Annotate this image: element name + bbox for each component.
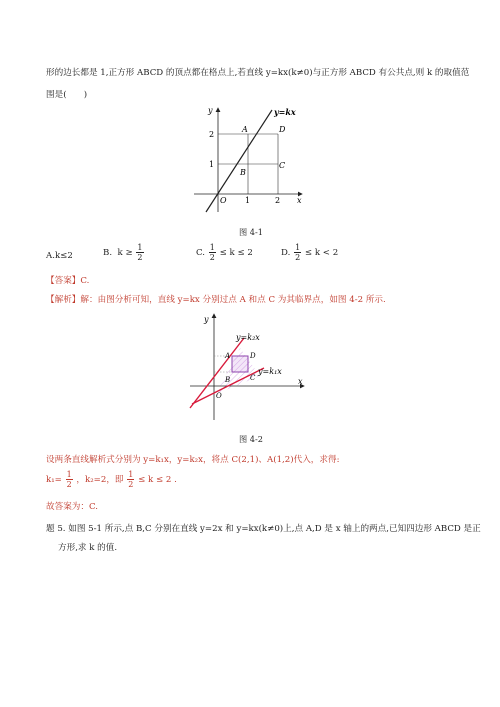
y-tick-1: 1 [209,160,215,169]
fraction-denominator: 2 [295,253,301,262]
range-text: ≤ k ≤ 2 . [138,475,177,485]
figure-4-1-caption: 图 4-1 [239,227,263,237]
y-tick-2: 2 [209,130,215,139]
line-label: y=kx [274,107,296,117]
k1-prefix: k₁= [46,475,62,485]
square-abcd [232,356,248,372]
figure-4-2 [188,310,308,422]
option-b-prefix: B. [103,248,113,258]
figure-4-2-caption: 图 4-2 [239,434,263,444]
next-problem-line-1: 题 5. 如图 5-1 所示,点 B,C 分别在直线 y=2x 和 y=kx(k≠0)上,点 A,D 是 x 轴上的两点,已知四边形 ABCD 是正 [46,524,481,534]
x-tick-2: 2 [275,196,281,205]
solution-conclusion: 故答案为：C. [46,502,98,512]
problem-line-2: 围是( ) [46,90,88,100]
option-d [281,243,338,262]
solution-line-2 [46,470,177,489]
origin-label: O [216,392,222,400]
line-k2-label: y=k₂x [236,333,260,342]
point-a-label: A [225,352,231,360]
option-c-prefix: C. [196,248,206,258]
point-b-label: B [225,376,231,384]
x-axis-label: x [298,377,303,386]
x-axis-label: x [297,196,302,205]
fraction-denominator: 2 [209,253,215,262]
answer-tag: 【答案】 [46,276,81,286]
y-axis-label: y [204,315,209,324]
answer-value: C. [80,276,90,286]
option-d-rel: ≤ k < 2 [304,248,339,258]
line-k1-label: y=k₁x [258,367,282,376]
fraction-numerator: 1 [137,243,143,252]
answer-line [46,274,89,286]
solution-line-1: 设两条直线解析式分别为 y=k₁x，y=k₂x，将点 C(2,1)、A(1,2)代入，求得: [46,455,340,465]
k2-text: ，k₂=2，即 [76,475,124,485]
line-y-kx [206,110,272,212]
fraction [66,470,73,489]
analysis-line [46,293,386,305]
y-axis-label: y [208,106,213,115]
next-problem-line-2: 方形,求 k 的值. [58,543,118,553]
fraction [127,470,134,489]
origin-label: O [220,196,227,205]
fraction [294,243,301,262]
option-b-rel: k ≥ [117,248,133,258]
point-c-label: C [250,374,256,382]
point-d-label: D [250,352,256,360]
fraction-denominator: 2 [66,480,72,489]
fraction-numerator: 1 [295,243,301,252]
fraction [136,243,143,262]
option-d-prefix: D. [281,248,291,258]
fraction-numerator: 1 [128,470,134,479]
point-c-label: C [279,161,286,170]
option-a: A.k≤2 [46,251,73,261]
option-c-rel: ≤ k ≤ 2 [219,248,253,258]
fraction-denominator: 2 [137,253,143,262]
fraction-numerator: 1 [209,243,215,252]
analysis-tag: 【解析】 [46,295,81,305]
option-c [196,243,253,262]
point-b-label: B [240,168,246,177]
point-a-label: A [242,125,248,134]
point-d-label: D [279,125,286,134]
problem-line-1: 形的边长都是 1,正方形 ABCD 的顶点都在格点上,若直线 y=kx(k≠0)与正方形 ABCD 有公共点,则 k 的取值范 [46,68,470,78]
analysis-text: 解：由图分析可知，直线 y=kx 分别过点 A 和点 C 为其临界点，如图 4-2 所示. [80,295,386,305]
fraction-numerator: 1 [66,470,72,479]
x-tick-1: 1 [245,196,251,205]
figure-4-1 [190,102,310,214]
fraction [209,243,216,262]
fraction-denominator: 2 [128,480,134,489]
option-b [103,243,145,262]
